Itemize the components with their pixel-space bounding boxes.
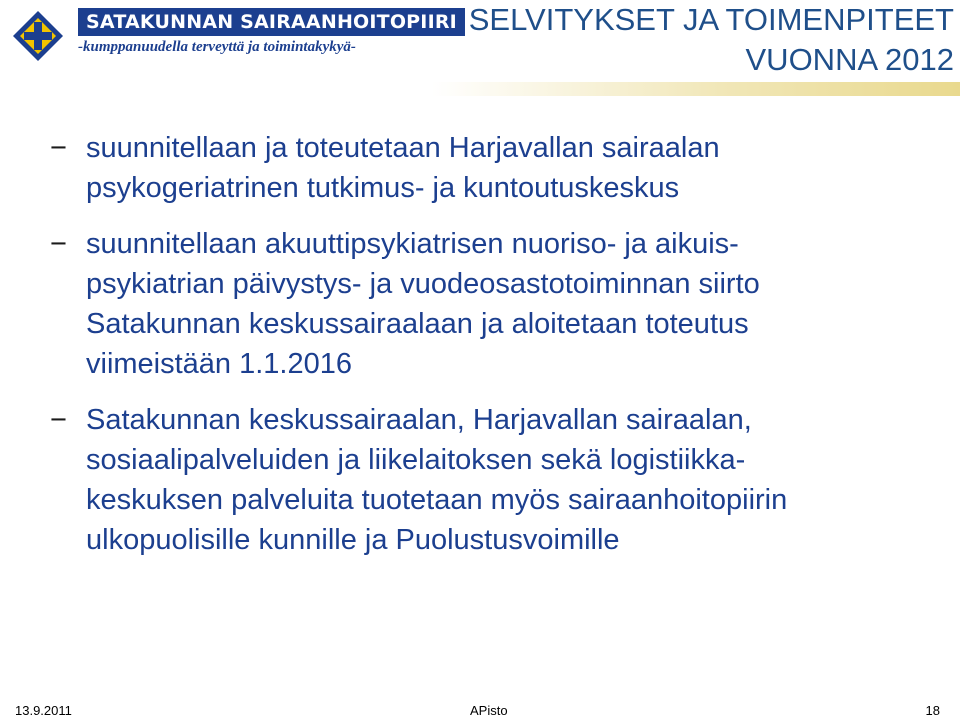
bullet-dash: − [50, 228, 67, 260]
logo-name: SATAKUNNAN SAIRAANHOITOPIIRI [78, 8, 465, 36]
logo-tagline: -kumppanuudella terveyttä ja toimintakykyä- [78, 39, 356, 55]
bullet-dash: − [50, 404, 67, 436]
slide-title [354, 0, 954, 80]
bullet-line: suunnitellaan ja toteutetaan Harjavallan sairaalan [86, 132, 720, 164]
bullet-line: Satakunnan keskussairaalan, Harjavallan sairaalan, [86, 404, 752, 436]
bullet-line: psykogeriatrinen tutkimus- ja kuntoutuskeskus [86, 172, 680, 204]
page-number: 18 [925, 703, 940, 718]
footer-date: 13.9.2011 [15, 703, 72, 718]
bullet-list [50, 128, 940, 576]
bullet-line: keskuksen palveluita tuotetaan myös sairaanhoitopiirin [86, 484, 788, 516]
slide-title-line-2: VUONNA 2012 [745, 42, 954, 77]
footer-author: APisto [470, 703, 508, 718]
bullet-item-1 [50, 128, 940, 208]
bullet-line: ulkopuolisille kunnille ja Puolustusvoimille [86, 524, 620, 556]
bullet-line: suunnitellaan akuuttipsykiatrisen nuoriso- ja aikuis- [86, 228, 739, 260]
bullet-line: Satakunnan keskussairaalaan ja aloitetaan toteutus [86, 308, 749, 340]
bullet-item-3 [50, 400, 940, 560]
bullet-line: psykiatrian päivystys- ja vuodeosastotoiminnan siirto [86, 268, 760, 300]
slide-footer [0, 700, 960, 720]
bullet-line: viimeistään 1.1.2016 [86, 348, 352, 380]
bullet-line: sosiaalipalveluiden ja liikelaitoksen sekä logistiikka- [86, 444, 746, 476]
title-divider [0, 82, 960, 96]
bullet-dash: − [50, 132, 67, 164]
slide-title-line-1: SELVITYKSET JA TOIMENPITEET [468, 2, 954, 37]
organization-logo [6, 4, 457, 66]
diamond-cross-emblem-icon [12, 10, 64, 62]
bullet-item-2 [50, 224, 940, 384]
